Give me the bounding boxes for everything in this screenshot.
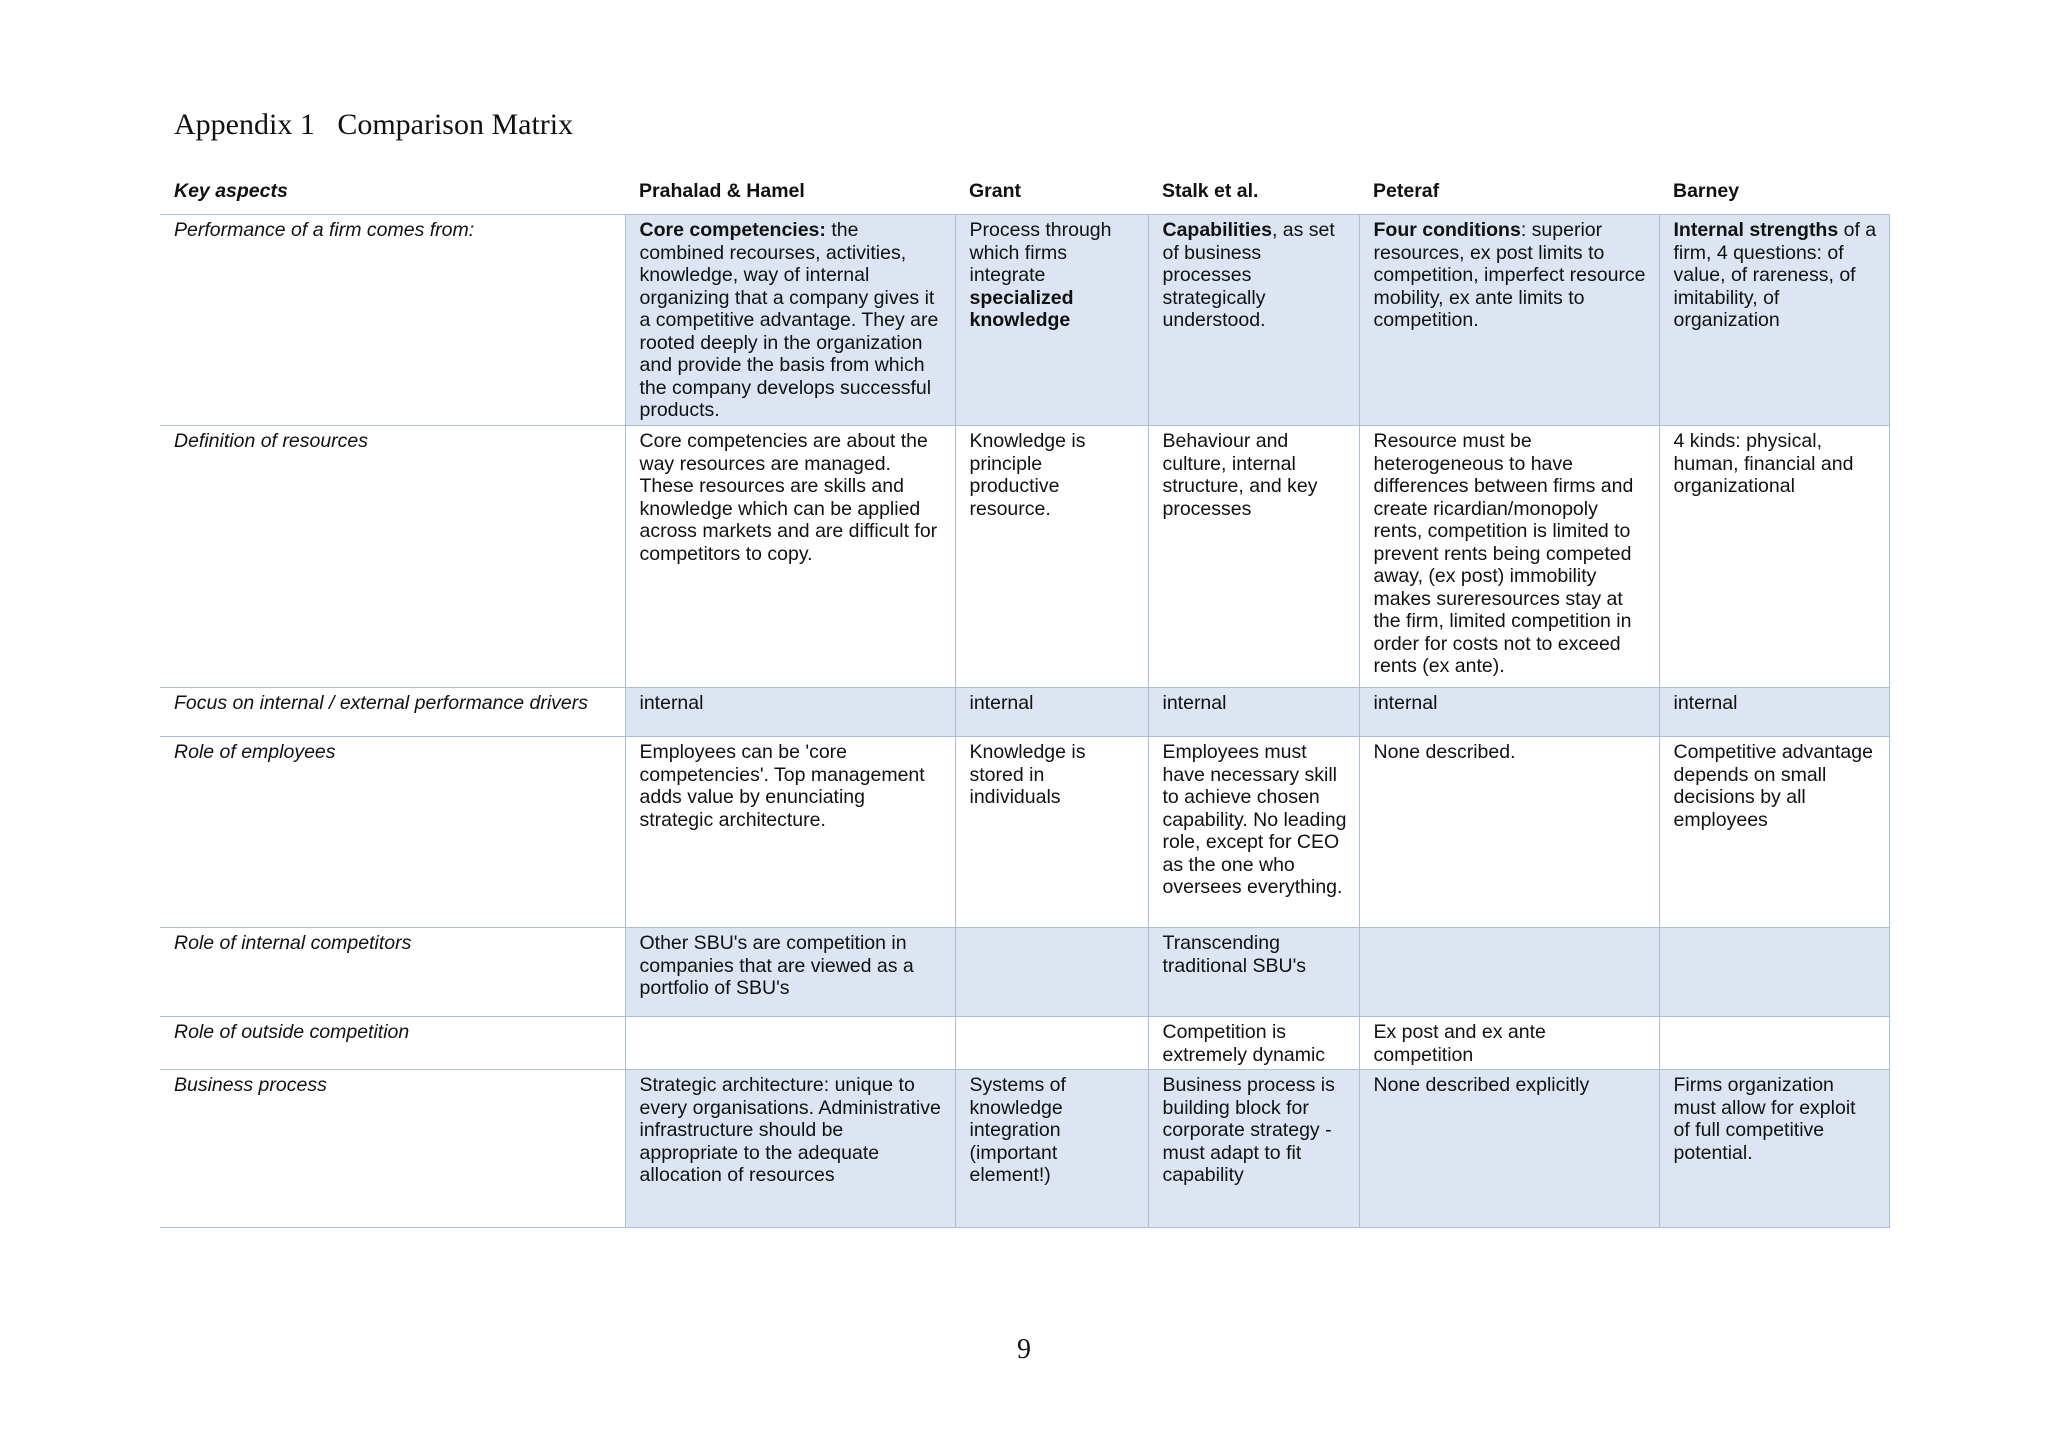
cell-peteraf — [1359, 1017, 1659, 1070]
cell-peteraf — [1359, 737, 1659, 928]
cell-stalk — [1148, 737, 1359, 928]
cell-stalk — [1148, 1017, 1359, 1070]
cell-grant — [955, 215, 1148, 426]
cell-peteraf — [1359, 215, 1659, 426]
row-label: Role of outside competition — [174, 1021, 410, 1043]
cell-text: Transcending traditional SBU's — [1162, 932, 1307, 977]
cell-barney — [1659, 1070, 1889, 1228]
cell-grant — [955, 1070, 1148, 1228]
cell-text: Resource must be heterogeneous to have differences between firms and create ricardian/monopoly rents, competition is limited to prevent rents being competed away, (ex post) immobility makes sureresources stay at the firm, limited competition in order for costs not to exceed rents (ex ante). — [1373, 430, 1634, 677]
cell-bold-text: specialized knowledge — [969, 286, 1074, 331]
cell-text: Strategic architecture: unique to every organisations. Administrative infrastructure should be appropriate to the adequate allocation of resources — [639, 1074, 941, 1186]
cell-text: internal — [1373, 692, 1438, 714]
table-row — [160, 688, 1889, 737]
cell-grant — [955, 688, 1148, 737]
cell-text: Systems of knowledge integration (important element!) — [969, 1074, 1066, 1186]
cell-text: Behaviour and culture, internal structure, and key processes — [1162, 430, 1318, 520]
cell-text: Firms organization must allow for exploit of full competitive potential. — [1673, 1074, 1856, 1164]
column-header-prahalad-hamel: Prahalad & Hamel — [639, 180, 805, 202]
column-header-barney: Barney — [1673, 180, 1740, 202]
table-row — [160, 426, 1889, 688]
cell-stalk — [1148, 426, 1359, 688]
cell-peteraf — [1359, 928, 1659, 1017]
row-label: Business process — [160, 1070, 625, 1228]
cell-grant — [955, 426, 1148, 688]
column-header-stalk: Stalk et al. — [1162, 180, 1259, 202]
table-row — [160, 737, 1889, 928]
cell-peteraf — [1359, 426, 1659, 688]
cell-text: internal — [969, 692, 1034, 714]
row-label: Role of internal competitors — [174, 932, 412, 954]
cell-barney — [1659, 1017, 1889, 1070]
cell-grant — [955, 737, 1148, 928]
column-header-peteraf: Peteraf — [1373, 180, 1440, 202]
row-label: Performance of a firm comes from: — [174, 219, 475, 241]
cell-text: Core competencies are about the way resources are managed. These resources are skills and knowledge which can be applied across markets and are difficult for competitors to copy. — [639, 430, 938, 565]
cell-text: Employees must have necessary skill to achieve chosen capability. No leading role, except for CEO as the one who oversees everything. — [1162, 741, 1347, 898]
row-label: Definition of resources — [174, 430, 369, 452]
cell-prahalad-hamel — [625, 737, 955, 928]
cell-text: Ex post and ex ante competition — [1373, 1021, 1546, 1066]
cell-bold-text: Capabilities — [1162, 219, 1272, 241]
cell-text: Competition is extremely dynamic — [1162, 1021, 1326, 1066]
cell-text: Process through which firms integrate — [969, 219, 1112, 286]
page-number: 9 — [1017, 1334, 1031, 1365]
cell-prahalad-hamel — [625, 688, 955, 737]
row-label: Focus on internal / external performance drivers — [174, 692, 589, 714]
cell-barney — [1659, 737, 1889, 928]
cell-stalk — [1148, 688, 1359, 737]
column-header-grant: Grant — [969, 180, 1022, 202]
cell-text: Competitive advantage depends on small decisions by all employees — [1673, 741, 1873, 831]
comparison-matrix-table — [160, 176, 1890, 1228]
cell-text: Knowledge is stored in individuals — [969, 741, 1086, 808]
table-body — [160, 215, 1889, 1228]
page-title: Appendix 1 Comparison Matrix — [174, 108, 574, 141]
cell-prahalad-hamel — [625, 215, 955, 426]
cell-text: None described. — [1373, 741, 1516, 763]
table-row — [160, 1017, 1889, 1070]
cell-text: internal — [1162, 692, 1227, 714]
cell-text: , as set of business processes strategically understood. — [1162, 219, 1335, 331]
cell-barney — [1659, 688, 1889, 737]
table-row — [160, 928, 1889, 1017]
cell-barney — [1659, 928, 1889, 1017]
cell-text: Business process is building block for corporate strategy - must adapt to fit capability — [1162, 1074, 1335, 1186]
cell-peteraf — [1359, 1070, 1659, 1228]
cell-text: Other SBU's are competition in companies that are viewed as a portfolio of SBU's — [639, 932, 914, 999]
cell-prahalad-hamel — [625, 426, 955, 688]
table-row — [160, 1070, 1889, 1228]
cell-text: the combined recourses, activities, knowledge, way of internal organizing that a company gives it a competitive advantage. They are rooted deeply in the organization and provide the basis from which the company develops successful products. — [639, 219, 939, 421]
cell-text: Knowledge is principle productive resource. — [969, 430, 1086, 520]
cell-stalk — [1148, 1070, 1359, 1228]
cell-bold-text: Four conditions — [1373, 219, 1521, 241]
cell-bold-text: Internal strengths — [1673, 219, 1839, 241]
table-header-row — [160, 176, 1889, 215]
cell-stalk — [1148, 928, 1359, 1017]
cell-text: : superior resources, ex post limits to competition, imperfect resource mobility, ex ante limits to competition. — [1373, 219, 1646, 331]
cell-barney — [1659, 215, 1889, 426]
cell-prahalad-hamel — [625, 1070, 955, 1228]
cell-text: internal — [639, 692, 704, 714]
cell-stalk — [1148, 215, 1359, 426]
cell-prahalad-hamel — [625, 928, 955, 1017]
cell-barney — [1659, 426, 1889, 688]
cell-text: None described explicitly — [1373, 1074, 1590, 1096]
cell-grant — [955, 1017, 1148, 1070]
row-label: Role of employees — [174, 741, 336, 763]
column-header-key-aspects: Key aspects — [174, 180, 288, 202]
cell-text: Employees can be 'core competencies'. Top management adds value by enunciating strategic architecture. — [639, 741, 925, 831]
cell-text: of a firm, 4 questions: of value, of rareness, of imitability, of organization — [1673, 219, 1877, 331]
cell-bold-text: Core competencies: — [639, 219, 826, 241]
cell-prahalad-hamel — [625, 1017, 955, 1070]
table-row — [160, 215, 1889, 426]
cell-peteraf — [1359, 688, 1659, 737]
cell-text: internal — [1673, 692, 1738, 714]
cell-text: 4 kinds: physical, human, financial and organizational — [1673, 430, 1854, 497]
cell-grant — [955, 928, 1148, 1017]
